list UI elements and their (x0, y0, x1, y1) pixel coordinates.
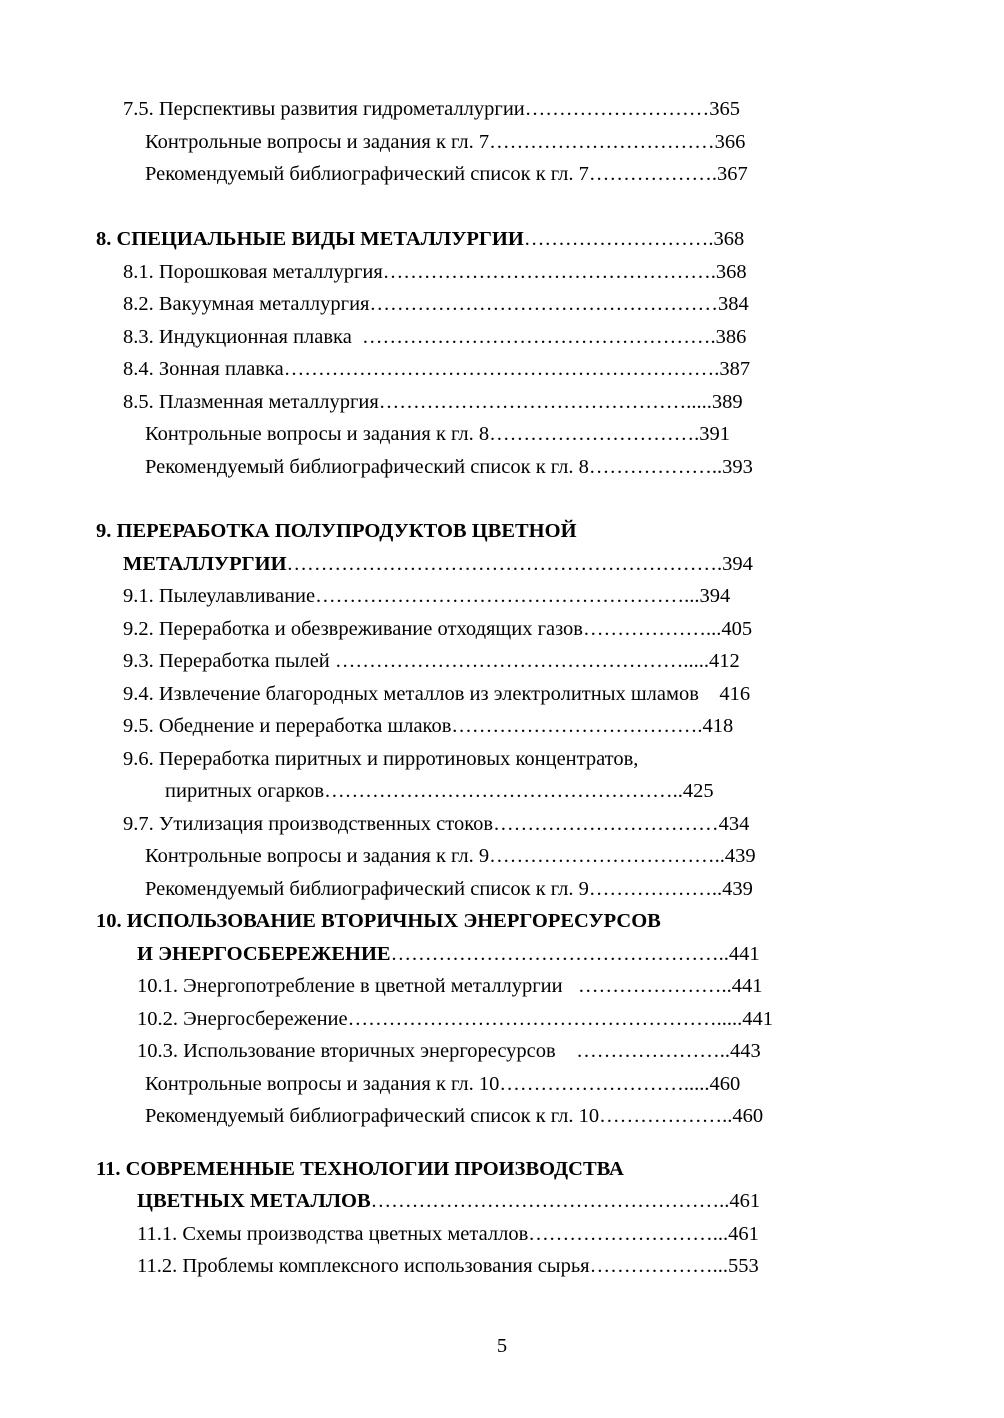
toc-entry-9-7: 9.7. Утилизация производственных стоков……………………………434 (123, 813, 750, 835)
toc-entry-bibliography-ch8: Рекомендуемый библиографический список к гл. 8………………..393 (145, 456, 753, 478)
toc-entry-8-3: 8.3. Индукционная плавка …………………………………………….386 (123, 326, 747, 348)
toc-heading-ch11-cont (137, 1188, 760, 1214)
toc-entry-questions-ch7: Контрольные вопросы и задания к гл. 7……………………………366 (145, 131, 746, 153)
toc-entry-10-3: 10.3. Использование вторичных энергоресурсов …………………..443 (137, 1040, 761, 1062)
toc-entry-9-5: 9.5. Обеднение и переработка шлаков……………………………….418 (123, 715, 734, 737)
toc-entry-9-6: 9.6. Переработка пиритных и пирротиновых концентратов, (123, 748, 639, 770)
heading-title: ЦВЕТНЫХ МЕТАЛЛОВ (137, 1190, 371, 1212)
toc-entry-11-2: 11.2. Проблемы комплексного использования сырья………………...553 (137, 1255, 759, 1277)
toc-entry-9-6-cont: пиритных огарков……………………………………………..425 (165, 780, 714, 802)
toc-heading-ch9: 9. ПЕРЕРАБОТКА ПОЛУПРОДУКТОВ ЦВЕТНОЙ (96, 520, 577, 542)
toc-entry-11-1: 11.1. Схемы производства цветных металлов………………………...461 (137, 1223, 759, 1245)
toc-entry-9-3: 9.3. Переработка пылей …………………………………………….....412 (123, 650, 740, 672)
toc-heading-ch10-cont (137, 941, 760, 967)
heading-leader-page: ……………………….368 (523, 228, 745, 250)
toc-entry-8-2: 8.2. Вакуумная металлургия……………………………………………384 (123, 293, 749, 315)
heading-title: МЕТАЛЛУРГИИ (123, 553, 287, 575)
toc-entry-7-5: 7.5. Перспективы развития гидрометаллургии………………………365 (123, 98, 741, 120)
toc-entry-8-5: 8.5. Плазменная металлургия……………………………………….....389 (123, 391, 743, 413)
toc-heading-ch9-cont (123, 551, 753, 577)
toc-entry-bibliography-ch7: Рекомендуемый библиографический список к гл. 7……………….367 (145, 163, 748, 185)
toc-entry-9-2: 9.2. Переработка и обезвреживание отходящих газов………………...405 (123, 618, 753, 640)
toc-entry-bibliography-ch10: Рекомендуемый библиографический список к гл. 10………………..460 (145, 1105, 764, 1127)
heading-title: 8. СПЕЦИАЛЬНЫЕ ВИДЫ МЕТАЛЛУРГИИ (96, 228, 524, 250)
page-number: 5 (496, 1335, 508, 1357)
toc-entry-8-4: 8.4. Зонная плавка……………………………………………………….387 (123, 358, 751, 380)
toc-heading-ch8 (96, 226, 744, 252)
toc-entry-8-1: 8.1. Порошковая металлургия………………………………………….368 (123, 261, 747, 283)
toc-entry-10-1: 10.1. Энергопотребление в цветной металлургии …………………..441 (137, 975, 763, 997)
heading-leader-page: …………………………………………..441 (390, 943, 760, 965)
heading-title: И ЭНЕРГОСБЕРЕЖЕНИЕ (137, 943, 391, 965)
toc-entry-bibliography-ch9: Рекомендуемый библиографический список к гл. 9………………..439 (145, 878, 753, 900)
toc-entry-questions-ch9: Контрольные вопросы и задания к гл. 9……………………………..439 (145, 845, 756, 867)
toc-entry-9-1: 9.1. Пылеулавливание………………………………………………...394 (123, 585, 731, 607)
heading-leader-page: ……………………………………………..461 (370, 1190, 761, 1212)
toc-entry-10-2: 10.2. Энергосбережение……………………………………………….....441 (137, 1008, 774, 1030)
toc-entry-questions-ch10: Контрольные вопросы и задания к гл. 10……………………….....460 (145, 1073, 741, 1095)
toc-entry-9-4: 9.4. Извлечение благородных металлов из электролитных шламов 416 (123, 683, 751, 705)
toc-heading-ch10: 10. ИСПОЛЬЗОВАНИЕ ВТОРИЧНЫХ ЭНЕРГОРЕСУРСОВ (96, 910, 661, 932)
toc-entry-questions-ch8: Контрольные вопросы и задания к гл. 8………………………….391 (145, 423, 731, 445)
toc-heading-ch11: 11. СОВРЕМЕННЫЕ ТЕХНОЛОГИИ ПРОИЗВОДСТВА (96, 1158, 624, 1180)
heading-leader-page: ……………………………………………………….394 (286, 553, 753, 575)
